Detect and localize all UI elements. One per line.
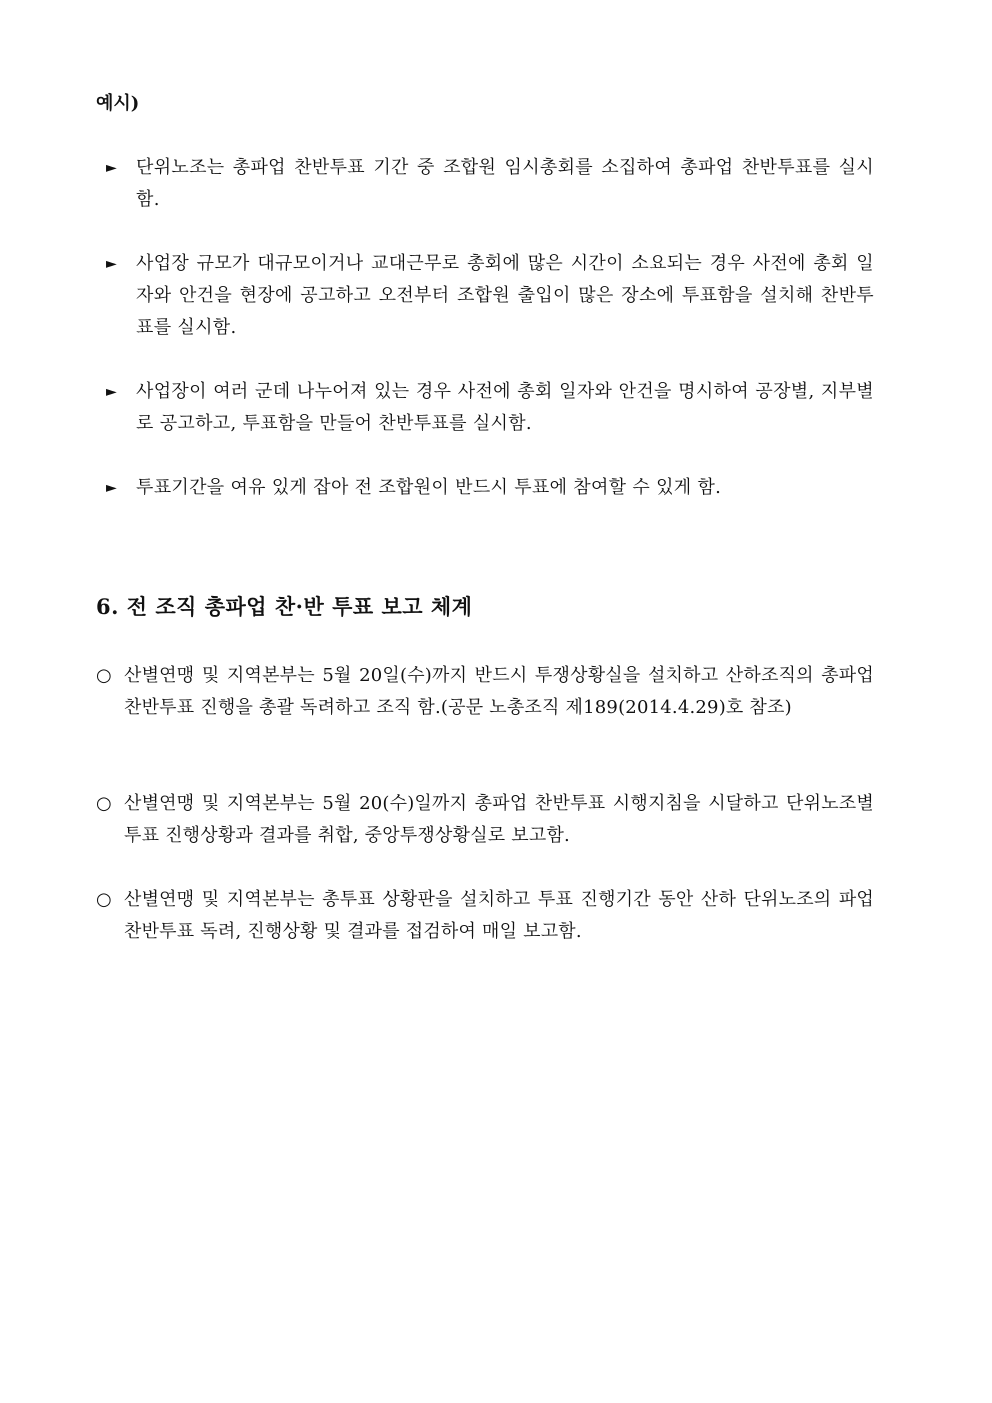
circle-bullet-icon: ○ <box>96 793 112 814</box>
report-item <box>96 884 874 948</box>
circle-bullet-icon: ○ <box>96 665 112 686</box>
section-title: 6. 전 조직 총파업 찬·반 투표 보고 체계 <box>96 594 473 619</box>
report-text: 산별연맹 및 지역본부는 5월 20일(수)까지 반드시 투쟁상황실을 설치하고 산하조직의 총파업 찬반투표 진행을 총괄 독려하고 조직 함.(공문 노총조직 제189(2014.4.29)호 참조) <box>124 665 874 718</box>
example-item <box>106 248 874 344</box>
example-text: 사업장 규모가 대규모이거나 교대근무로 총회에 많은 시간이 소요되는 경우 사전에 총회 일자와 안건을 현장에 공고하고 오전부터 조합원 출입이 많은 장소에 투표함을 설치해 찬반투표를 실시함. <box>136 253 874 338</box>
example-item <box>106 376 874 440</box>
example-item <box>106 472 874 504</box>
arrow-bullet-icon: ► <box>106 160 118 176</box>
circle-bullet-icon: ○ <box>96 889 112 910</box>
report-text: 산별연맹 및 지역본부는 총투표 상황판을 설치하고 투표 진행기간 동안 산하 단위노조의 파업 찬반투표 독려, 진행상황 및 결과를 접검하여 매일 보고함. <box>124 889 874 942</box>
example-text: 사업장이 여러 군데 나누어져 있는 경우 사전에 총회 일자와 안건을 명시하여 공장별, 지부별로 공고하고, 투표함을 만들어 찬반투표를 실시함. <box>136 381 874 434</box>
arrow-bullet-icon: ► <box>106 480 118 496</box>
example-text: 투표기간을 여유 있게 잡아 전 조합원이 반드시 투표에 참여할 수 있게 함. <box>136 477 722 498</box>
arrow-bullet-icon: ► <box>106 256 118 272</box>
example-text: 단위노조는 총파업 찬반투표 기간 중 조합원 임시총회를 소집하여 총파업 찬반투표를 실시함. <box>136 157 874 210</box>
report-item <box>96 660 874 724</box>
arrow-bullet-icon: ► <box>106 384 118 400</box>
report-item <box>96 788 874 852</box>
example-item <box>106 152 874 216</box>
example-label: 예시) <box>96 93 140 114</box>
report-text: 산별연맹 및 지역본부는 5월 20(수)일까지 총파업 찬반투표 시행지침을 시달하고 단위노조별 투표 진행상황과 결과를 취합, 중앙투쟁상황실로 보고함. <box>124 793 874 846</box>
